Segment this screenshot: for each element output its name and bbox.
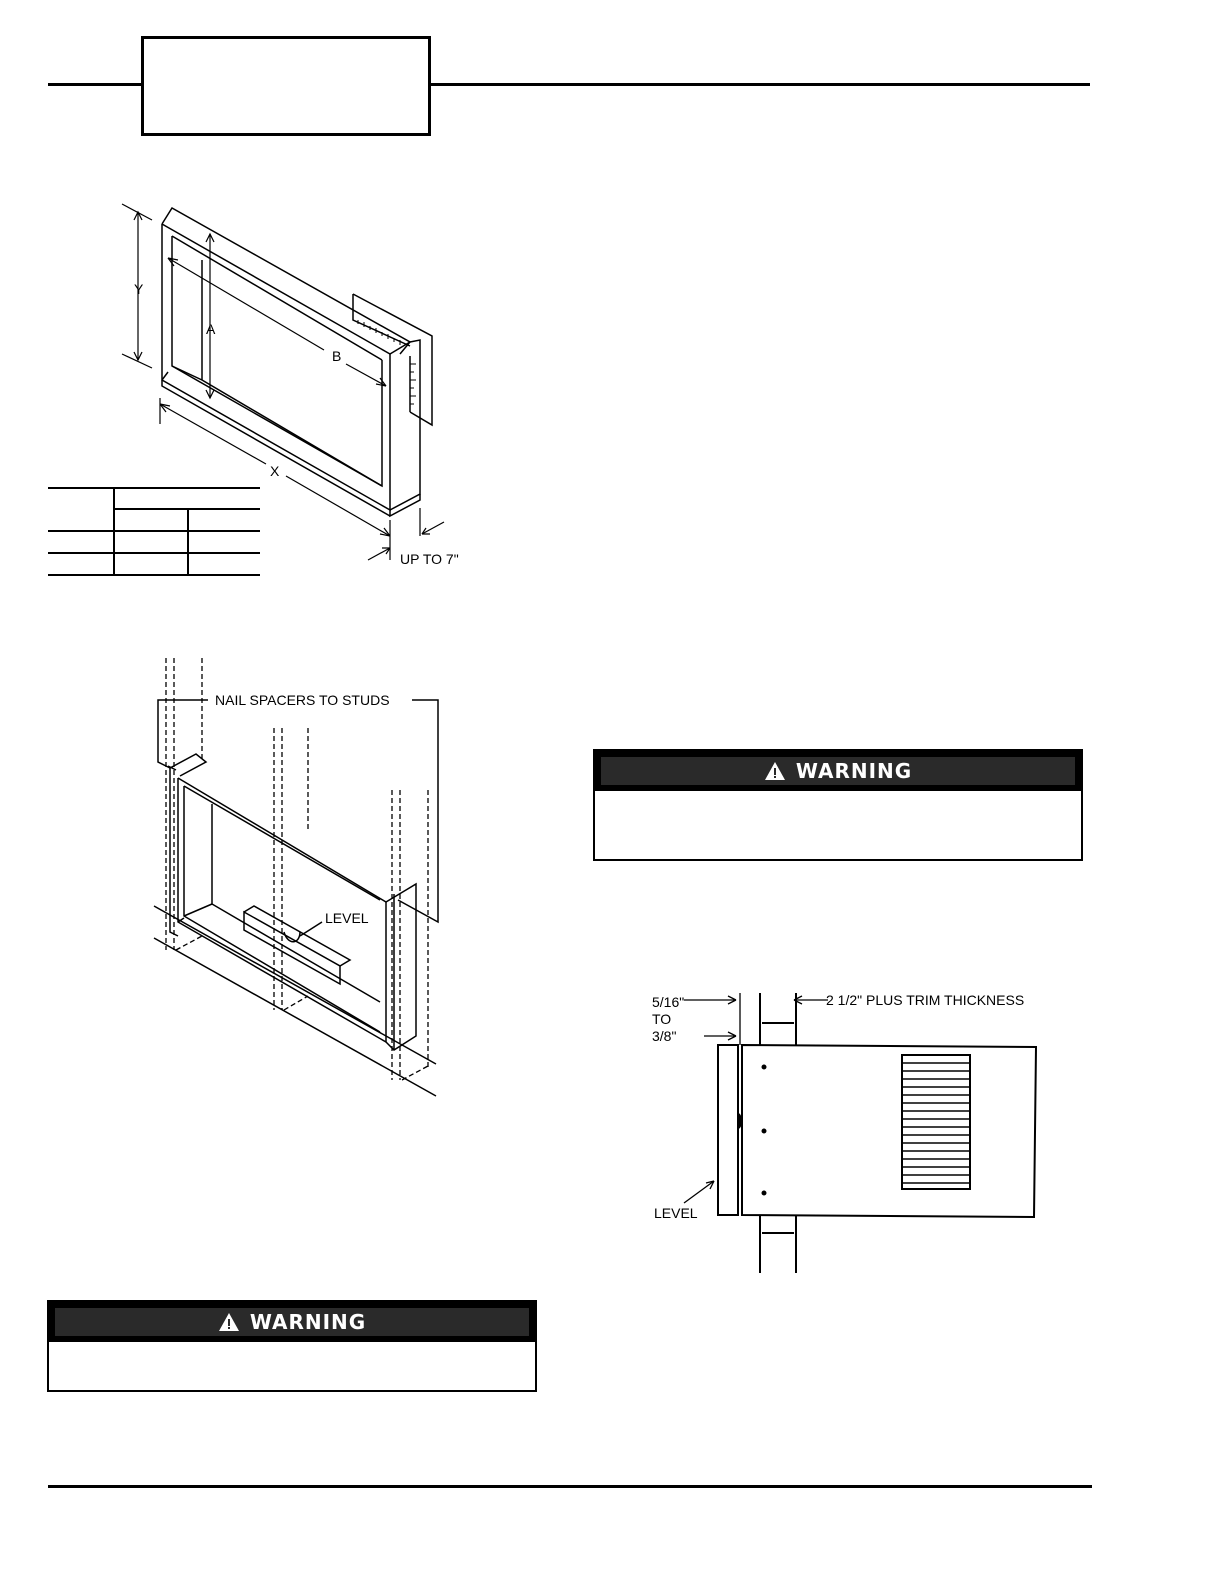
label-gap-3: 3/8" xyxy=(652,1028,677,1044)
warning-triangle-icon xyxy=(218,1312,240,1332)
dimension-table-grid xyxy=(48,485,262,577)
dimension-table xyxy=(48,485,262,577)
top-rule-right xyxy=(428,83,1090,86)
top-rule-left xyxy=(48,83,142,86)
label-nail-spacers: NAIL SPACERS TO STUDS xyxy=(215,692,390,708)
sleeve-install-figure xyxy=(140,650,450,1110)
unit-side-figure xyxy=(640,985,1060,1277)
bottom-rule xyxy=(48,1485,1092,1488)
warning-box-left xyxy=(47,1300,537,1392)
label-trim: 2 1/2" PLUS TRIM THICKNESS xyxy=(826,992,1025,1008)
label-up-to: UP TO 7" xyxy=(400,551,459,567)
label-level-side: LEVEL xyxy=(654,1205,698,1221)
warning-bar-right xyxy=(595,751,1081,791)
label-gap-2: TO xyxy=(652,1011,672,1027)
label-y: Y xyxy=(134,281,144,297)
label-a: A xyxy=(206,321,216,337)
warning-box-right xyxy=(593,749,1083,861)
warning-title-right: WARNING xyxy=(795,759,913,783)
header-title-box xyxy=(141,36,431,136)
label-x: X xyxy=(270,463,280,479)
warning-bar-left xyxy=(49,1302,535,1342)
unit-side-drawing xyxy=(640,985,1060,1277)
warning-title-left: WARNING xyxy=(249,1310,367,1334)
sleeve-install-drawing xyxy=(140,650,450,1110)
label-level-install: LEVEL xyxy=(325,910,369,926)
label-b: B xyxy=(332,348,342,364)
warning-triangle-icon xyxy=(764,761,786,781)
label-gap-1: 5/16" xyxy=(652,994,685,1010)
